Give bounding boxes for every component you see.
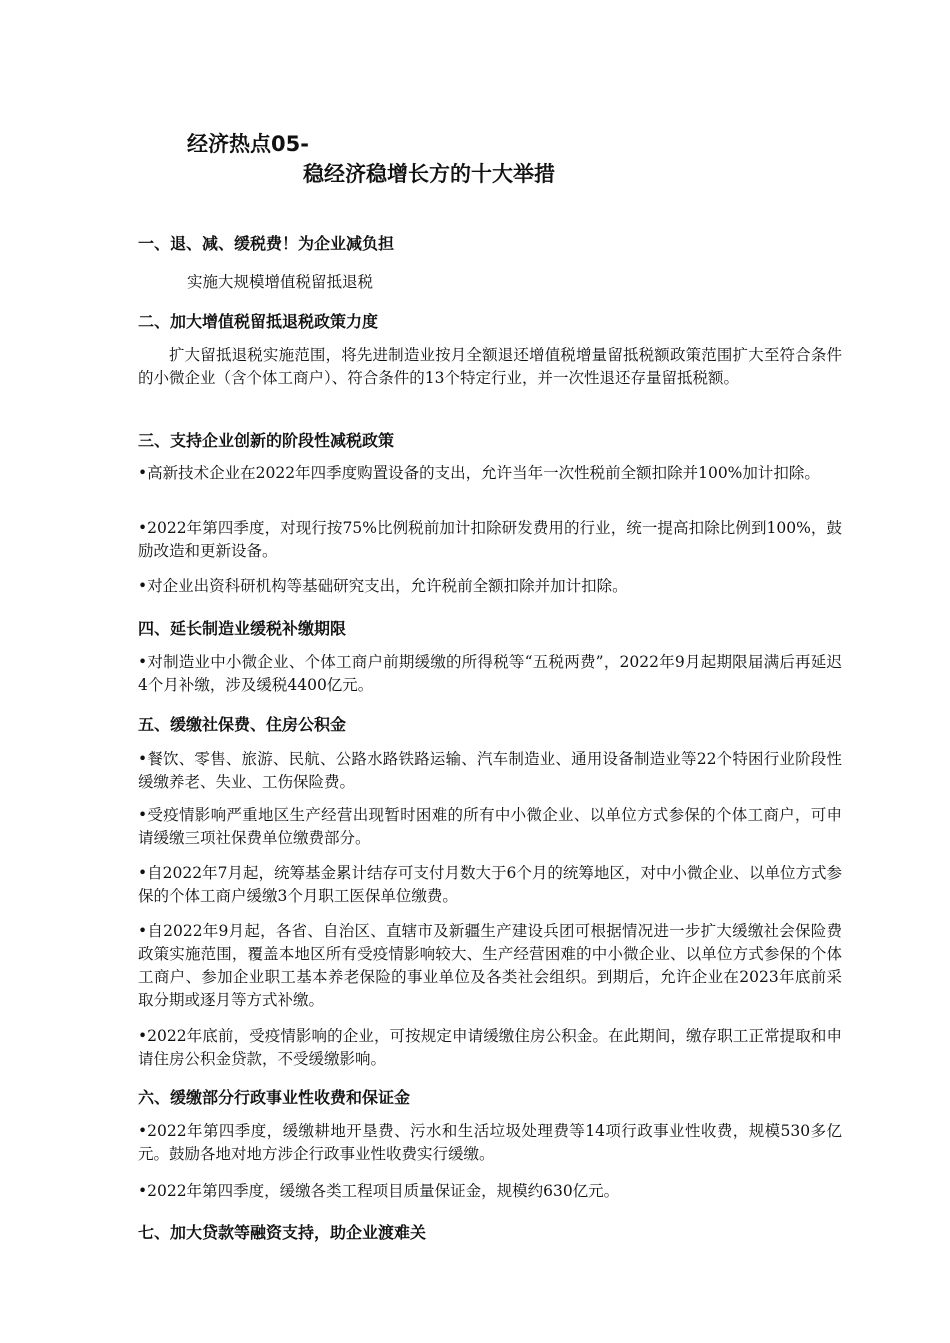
section-heading-2: 二、加大增值税留抵退税政策力度 [138, 312, 379, 331]
section-3-paragraph-1: •高新技术企业在2022年四季度购置设备的支出，允许当年一次性税前全额扣除并100%加计扣除。 [138, 464, 820, 482]
section-heading-7: 七、加大贷款等融资支持，助企业渡难关 [138, 1223, 427, 1242]
section-5-paragraph-3: •自2022年7月起，统筹基金累计结存可支付月数大于6个月的统筹地区，对中小微企业、以单位方式参保的个体工商户缓缴3个月职工医保单位缴费。 [138, 864, 842, 905]
section-6-paragraph-1: •2022年第四季度，缓缴耕地开垦费、污水和生活垃圾处理费等14项行政事业性收费，规模530多亿元。鼓励各地对地方涉企行政事业性收费实行缓缴。 [138, 1122, 842, 1163]
section-5-paragraph-1: •餐饮、零售、旅游、民航、公路水路铁路运输、汽车制造业、通用设备制造业等22个特困行业阶段性缓缴养老、失业、工伤保险费。 [138, 750, 842, 791]
section-heading-1: 一、退、减、缓税费！为企业减负担 [138, 234, 395, 253]
title-line-1: 经济热点05- [187, 132, 309, 156]
section-2-paragraph-1: 扩大留抵退税实施范围，将先进制造业按月全额退还增值税增量留抵税额政策范围扩大至符合条件的小微企业（含个体工商户）、符合条件的13个特定行业，并一次性退还存量留抵税额。 [138, 346, 842, 387]
section-5-paragraph-5: •2022年底前，受疫情影响的企业，可按规定申请缓缴住房公积金。在此期间，缴存职工正常提取和申请住房公积金贷款，不受缓缴影响。 [138, 1027, 842, 1068]
section-heading-3: 三、支持企业创新的阶段性减税政策 [138, 431, 395, 450]
section-5-paragraph-2: •受疫情影响严重地区生产经营出现暂时困难的所有中小微企业、以单位方式参保的个体工商户，可申请缓缴三项社保费单位缴费部分。 [138, 806, 842, 847]
section-3-paragraph-3: •对企业出资科研机构等基础研究支出，允许税前全额扣除并加计扣除。 [138, 577, 628, 595]
section-1-paragraph-1: 实施大规模增值税留抵退税 [187, 273, 374, 291]
section-6-paragraph-2: •2022年第四季度，缓缴各类工程项目质量保证金，规模约630亿元。 [138, 1182, 620, 1200]
section-heading-5: 五、缓缴社保费、住房公积金 [138, 715, 347, 734]
section-5-paragraph-4: •自2022年9月起，各省、自治区、直辖市及新疆生产建设兵团可根据情况进一步扩大缓缴社会保险费政策实施范围，覆盖本地区所有受疫情影响较大、生产经营困难的中小微企业、以单位方式参保的个体工商户、参加企业职工基本养老保险的事业单位及各类社会组织。到期后，允许企业在2023年底前采取分期或逐月等方式补缴。 [138, 922, 842, 1009]
section-heading-4: 四、延长制造业缓税补缴期限 [138, 619, 347, 638]
section-heading-6: 六、缓缴部分行政事业性收费和保证金 [138, 1088, 411, 1107]
section-3-paragraph-2: •2022年第四季度，对现行按75%比例税前加计扣除研发费用的行业，统一提高扣除比例到100%，鼓励改造和更新设备。 [138, 519, 842, 560]
title-line-2: 稳经济稳增长方的十大举措 [303, 162, 555, 186]
section-4-paragraph-1: •对制造业中小微企业、个体工商户前期缓缴的所得税等“五税两费”，2022年9月起期限届满后再延迟4个月补缴，涉及缓税4400亿元。 [138, 653, 842, 694]
